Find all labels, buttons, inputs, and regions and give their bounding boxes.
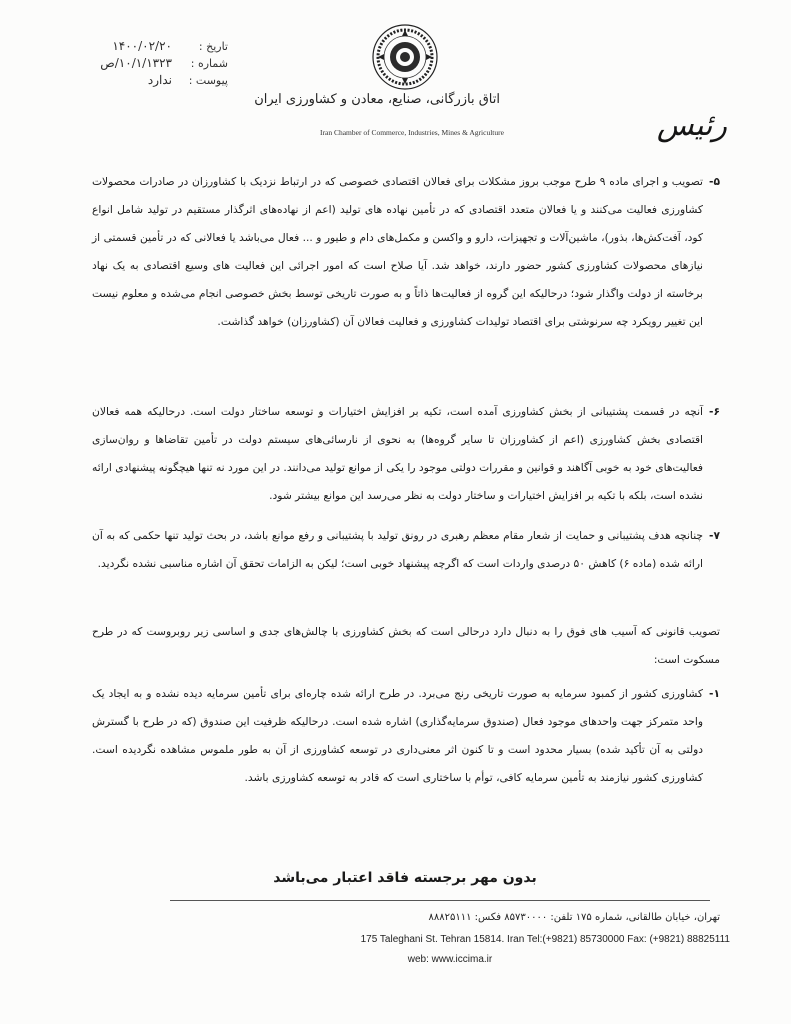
date-value: ۱۴۰۰/۰۲/۲۰ [112,39,172,53]
item-text: چنانچه هدف پشتیبانی و حمایت از شعار مقام معظم رهبری در رونق تولید با پشتیبانی و رفع موانع باشد، در بحث تولید تنها حکمی که به آن ارائه شده (ماده ۶) کاهش ۵۰ درصدی واردات است که اگرچه پیشنهاد خوبی است؛ لیکن به الزامات تحقق آن اشاره مناسبی نشده نگردید. [92,529,704,570]
date-label: تاریخ : [198,40,228,53]
paragraph-item-5 [92,168,720,336]
attachment-value: ندارد [147,73,172,87]
attachment-row [88,72,228,89]
item-number: ۵- [709,175,720,188]
chamber-logo-icon [370,22,440,92]
number-value: ۱۰/۱/۱۳۲۳/ص [100,56,172,70]
chamber-name-fa: اتاق بازرگانی، صنایع، معادن و کشاورزی ایران [254,92,500,107]
website-link[interactable]: web: www.iccima.ir [407,954,493,965]
date-row [88,38,228,55]
attachment-label: پیوست : [188,74,228,87]
signature-title: رئیس [656,108,727,143]
letter-meta [88,38,228,89]
item-number: ۱- [709,687,720,700]
paragraph-item-6 [92,398,720,510]
item-number: ۶- [709,405,720,418]
challenge-item-1 [92,680,720,792]
number-row [88,55,228,72]
item-number: ۷- [709,529,720,542]
item-text: آنچه در قسمت پشتیبانی از بخش کشاورزی آمده است، تکیه بر افزایش اختیارات و توسعه ساختار دولت است. درحالیکه همه فعالان اقتصادی بخش کشاورزی (اعم از کشاورزان تا سایر گروه‌ها) به نحوی از نارسائی‌های سیستم دولت در تأمین تقاضاها و روان‌سازی فعالیت‌های خود به خوبی آگاهند و قوانین و مقررات دولتی موجود را یکی از موانع تولید می‌دانند. در این مورد نه تنها هیچگونه پیشنهادی ارائه نشده است، بلکه با تکیه بر افزایش اختیارات و ساختار دولت به نظر می‌رسد این موانع بیشتر شود. [92,405,704,502]
stamp-validity-note: بدون مهر برجسته فاقد اعتبار می‌باشد [273,870,537,886]
footer-divider [170,900,710,901]
address-en: 175 Taleghani St. Tehran 15814. Iran Tel:(+9821) 85730000 Fax: (+9821) 88825111 [360,934,730,945]
paragraph-item-7 [92,522,720,578]
chamber-name-en: Iran Chamber of Commerce, Industries, Mines & Agriculture [320,128,504,137]
challenges-intro: تصویب قانونی که آسیب های فوق را به دنبال دارد درحالی است که بخش کشاورزی با چالش‌های جدی و اساسی زیر روبروست که در طرح مسکوت است: [92,625,720,666]
number-label: شماره : [190,57,228,70]
address-fa: تهران، خیابان طالقانی، شماره ۱۷۵ تلفن: ۸۵۷۳۰۰۰۰ فکس: ۸۸۸۲۵۱۱۱ [428,912,720,923]
item-text: کشاورزی کشور از کمبود سرمایه به صورت تاریخی رنج می‌برد. در طرح ارائه شده چاره‌ای برای تأمین سرمایه دیده نشده و به ایجاد یک واحد متمرکز جهت واحدهای موجود فعال (صندوق سرمایه‌گذاری) اشاره شده است. درحالیکه ظرفیت این صندوق (که در طرح با گسترش دولتی به آن تأکید شده) بسیار محدود است و تا کنون اثر معنی‌داری در توسعه کشاورزی از آن به طور ملموس مشاهده نگردیده است. کشاورزی کشور نیازمند به تأمین سرمایه کافی، توأم با ساختاری است که قادر به توسعه کشاورزی باشد. [92,687,704,784]
item-text: تصویب و اجرای ماده ۹ طرح موجب بروز مشکلات برای فعالان اقتصادی خصوصی که در ارتباط نزدیک با کشاورزان در صادرات محصولات کشاورزی فعالیت می‌کنند و یا فعالان متعدد اقتصادی که در تأمین نهاده های تولید (اعم از نهاده‌های اثرگذار مستقیم در تولید شامل انواع کود، آفت‌کش‌ها، بذور)، ماشین‌آلات و تجهیزات، دارو و واکسن و مکمل‌های دام و طیور و ... فعال می‌باشد یا فعالانی که در تأمین قسمتی از نیازهای محصولات کشاورزی کشور حضور دارند، خواهد شد. آیا صلاح است که امور اجرائی این فعالیت های وسیع اقتصادی به یک نهاد برخاسته از دولت واگذار شود؛ درحالیکه این گروه از فعالیت‌ها ذاتاً و به صورت تاریخی توسط بخش خصوصی انجام می‌شده و معلوم نیست این تغییر رویکرد چه سرنوشتی برای اقتصاد تولیدات کشاورزی و فعالیت فعالان آن (کشاورزان) خواهد گذاشت. [92,175,704,328]
